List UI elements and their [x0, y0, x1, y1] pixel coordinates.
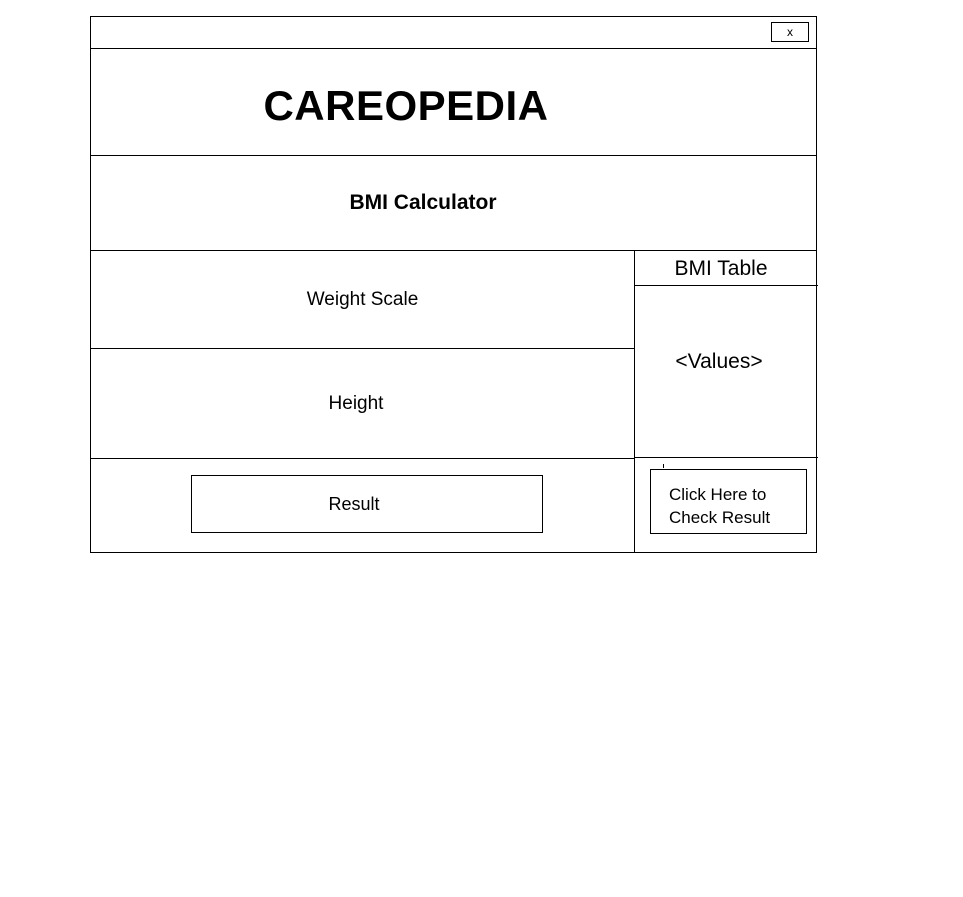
- check-result-label-line1: Click Here to: [669, 485, 767, 504]
- result-output: Result: [191, 475, 543, 533]
- height-divider: [90, 458, 634, 459]
- weight-divider: [90, 348, 634, 349]
- title-divider: [90, 250, 817, 251]
- bmi-table-values-divider: [634, 457, 818, 458]
- weight-scale-input[interactable]: Weight Scale: [306, 289, 419, 310]
- titlebar-divider: [90, 48, 817, 49]
- page-title: BMI Calculator: [349, 191, 497, 214]
- stray-tick-mark: [663, 464, 664, 468]
- check-result-label-line2: Check Result: [669, 508, 771, 527]
- height-input[interactable]: Height: [328, 392, 384, 414]
- check-result-button[interactable]: [650, 469, 807, 534]
- bmi-table-title: BMI Table: [674, 256, 768, 280]
- brand-title: CAREOPEDIA: [263, 82, 549, 129]
- brand-divider: [90, 155, 817, 156]
- bmi-table-values: <Values>: [675, 350, 763, 373]
- close-button[interactable]: x: [771, 22, 809, 42]
